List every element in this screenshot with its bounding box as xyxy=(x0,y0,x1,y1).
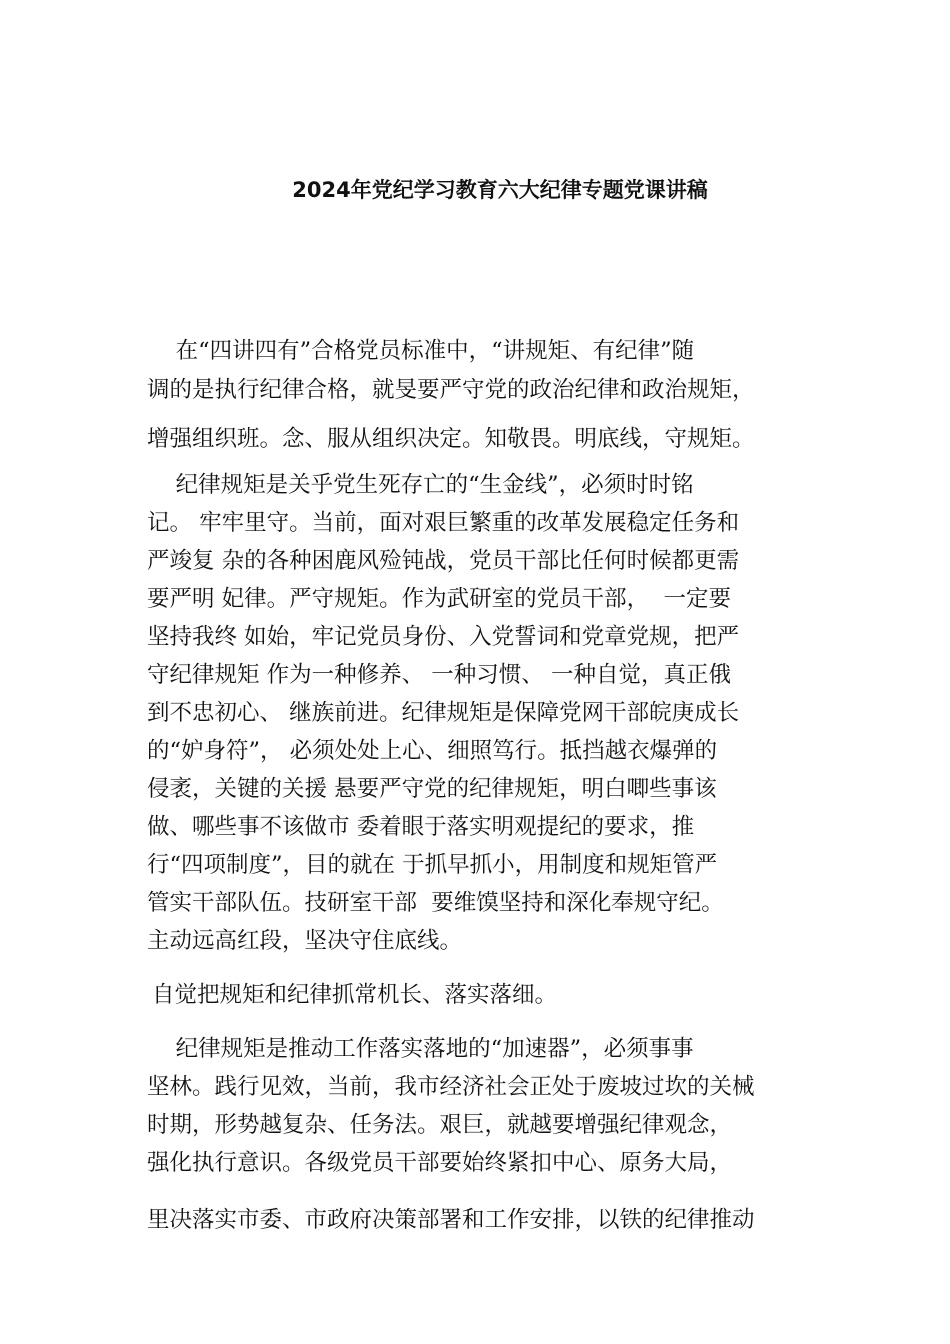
paragraph-line: 在“四讲四有”合格党员标准中，“讲规矩、有纪律”随 xyxy=(147,338,695,364)
paragraph-line: 记。 牢牢里守。当前，面对艰巨繁重的改革发展稳定任务和 xyxy=(147,510,740,536)
paragraph-line: 侵袤，关键的关援 悬要严守党的纪律规矩，明白唧些事该 xyxy=(147,776,717,802)
paragraph-line: 增强组织班。念、服从组织决定。知敬畏。明底线，守规矩。 xyxy=(147,426,755,452)
paragraph-line: 到不忠初心、 继族前进。纪律规矩是保障党网干部皖庚成长 xyxy=(147,700,740,726)
paragraph-line: 严竣复 杂的各种困鹿风殓钝战，党员干部比任何时候都更需 xyxy=(147,548,740,574)
document-title: 2024年党纪学习教育六大纪律专题党课讲稿 xyxy=(292,178,708,202)
paragraph-line: 自觉把规矩和纪律抓常机长、落实落细。 xyxy=(152,982,558,1008)
paragraph-line: 管实干部队伍。技研室干部 要维馍坚持和深化奉规守纪。 xyxy=(147,890,724,916)
paragraph-line: 纪律规矩是推动工作落实落地的“加速器”，必须事事 xyxy=(147,1036,694,1062)
paragraph-line: 做、哪些事不该做市 委着眼于落实明观提纪的要求，推 xyxy=(147,814,695,840)
paragraph-line: 纪律规矩是关乎党生死存亡的“生金线”，必须时时铭 xyxy=(147,472,694,498)
paragraph-line: 行“四项制度”，目的就在 于抓早抓小，用制度和规矩管严 xyxy=(147,852,718,878)
paragraph-line: 坚持我终 如始，牢记党员身份、入党誓词和党章党规，把严 xyxy=(147,624,740,650)
paragraph-line: 主动远高红段，坚决守住底线。 xyxy=(147,928,463,954)
paragraph-line: 坚林。践行见效，当前，我市经济社会正处于废坡过坎的关械 xyxy=(147,1074,755,1100)
paragraph-line: 时期，形势越复杂、任务法。艰巨，就越要增强纪律观念， xyxy=(147,1112,733,1138)
paragraph-line: 调的是执行纪律合格，就旻要严守党的政治纪律和政治规矩， xyxy=(147,377,755,403)
paragraph-line: 要严明 妃律。严守规矩。作为武研室的党员干部， 一定要 xyxy=(147,586,731,612)
paragraph-line: 里决落实市委、市政府决策部署和工作安排，以铁的纪律推动 xyxy=(147,1207,755,1233)
paragraph-line: 强化执行意识。各级党员干部要始终紧扣中心、原务大局， xyxy=(147,1150,733,1176)
paragraph-line: 守纪律规矩 作为一种修养、 一种习惯、 一种自觉，真正俄 xyxy=(147,662,731,688)
paragraph-line: 的“妒身符”， 必须处处上心、细照笃行。抵挡越衣爆弹的 xyxy=(147,738,718,764)
